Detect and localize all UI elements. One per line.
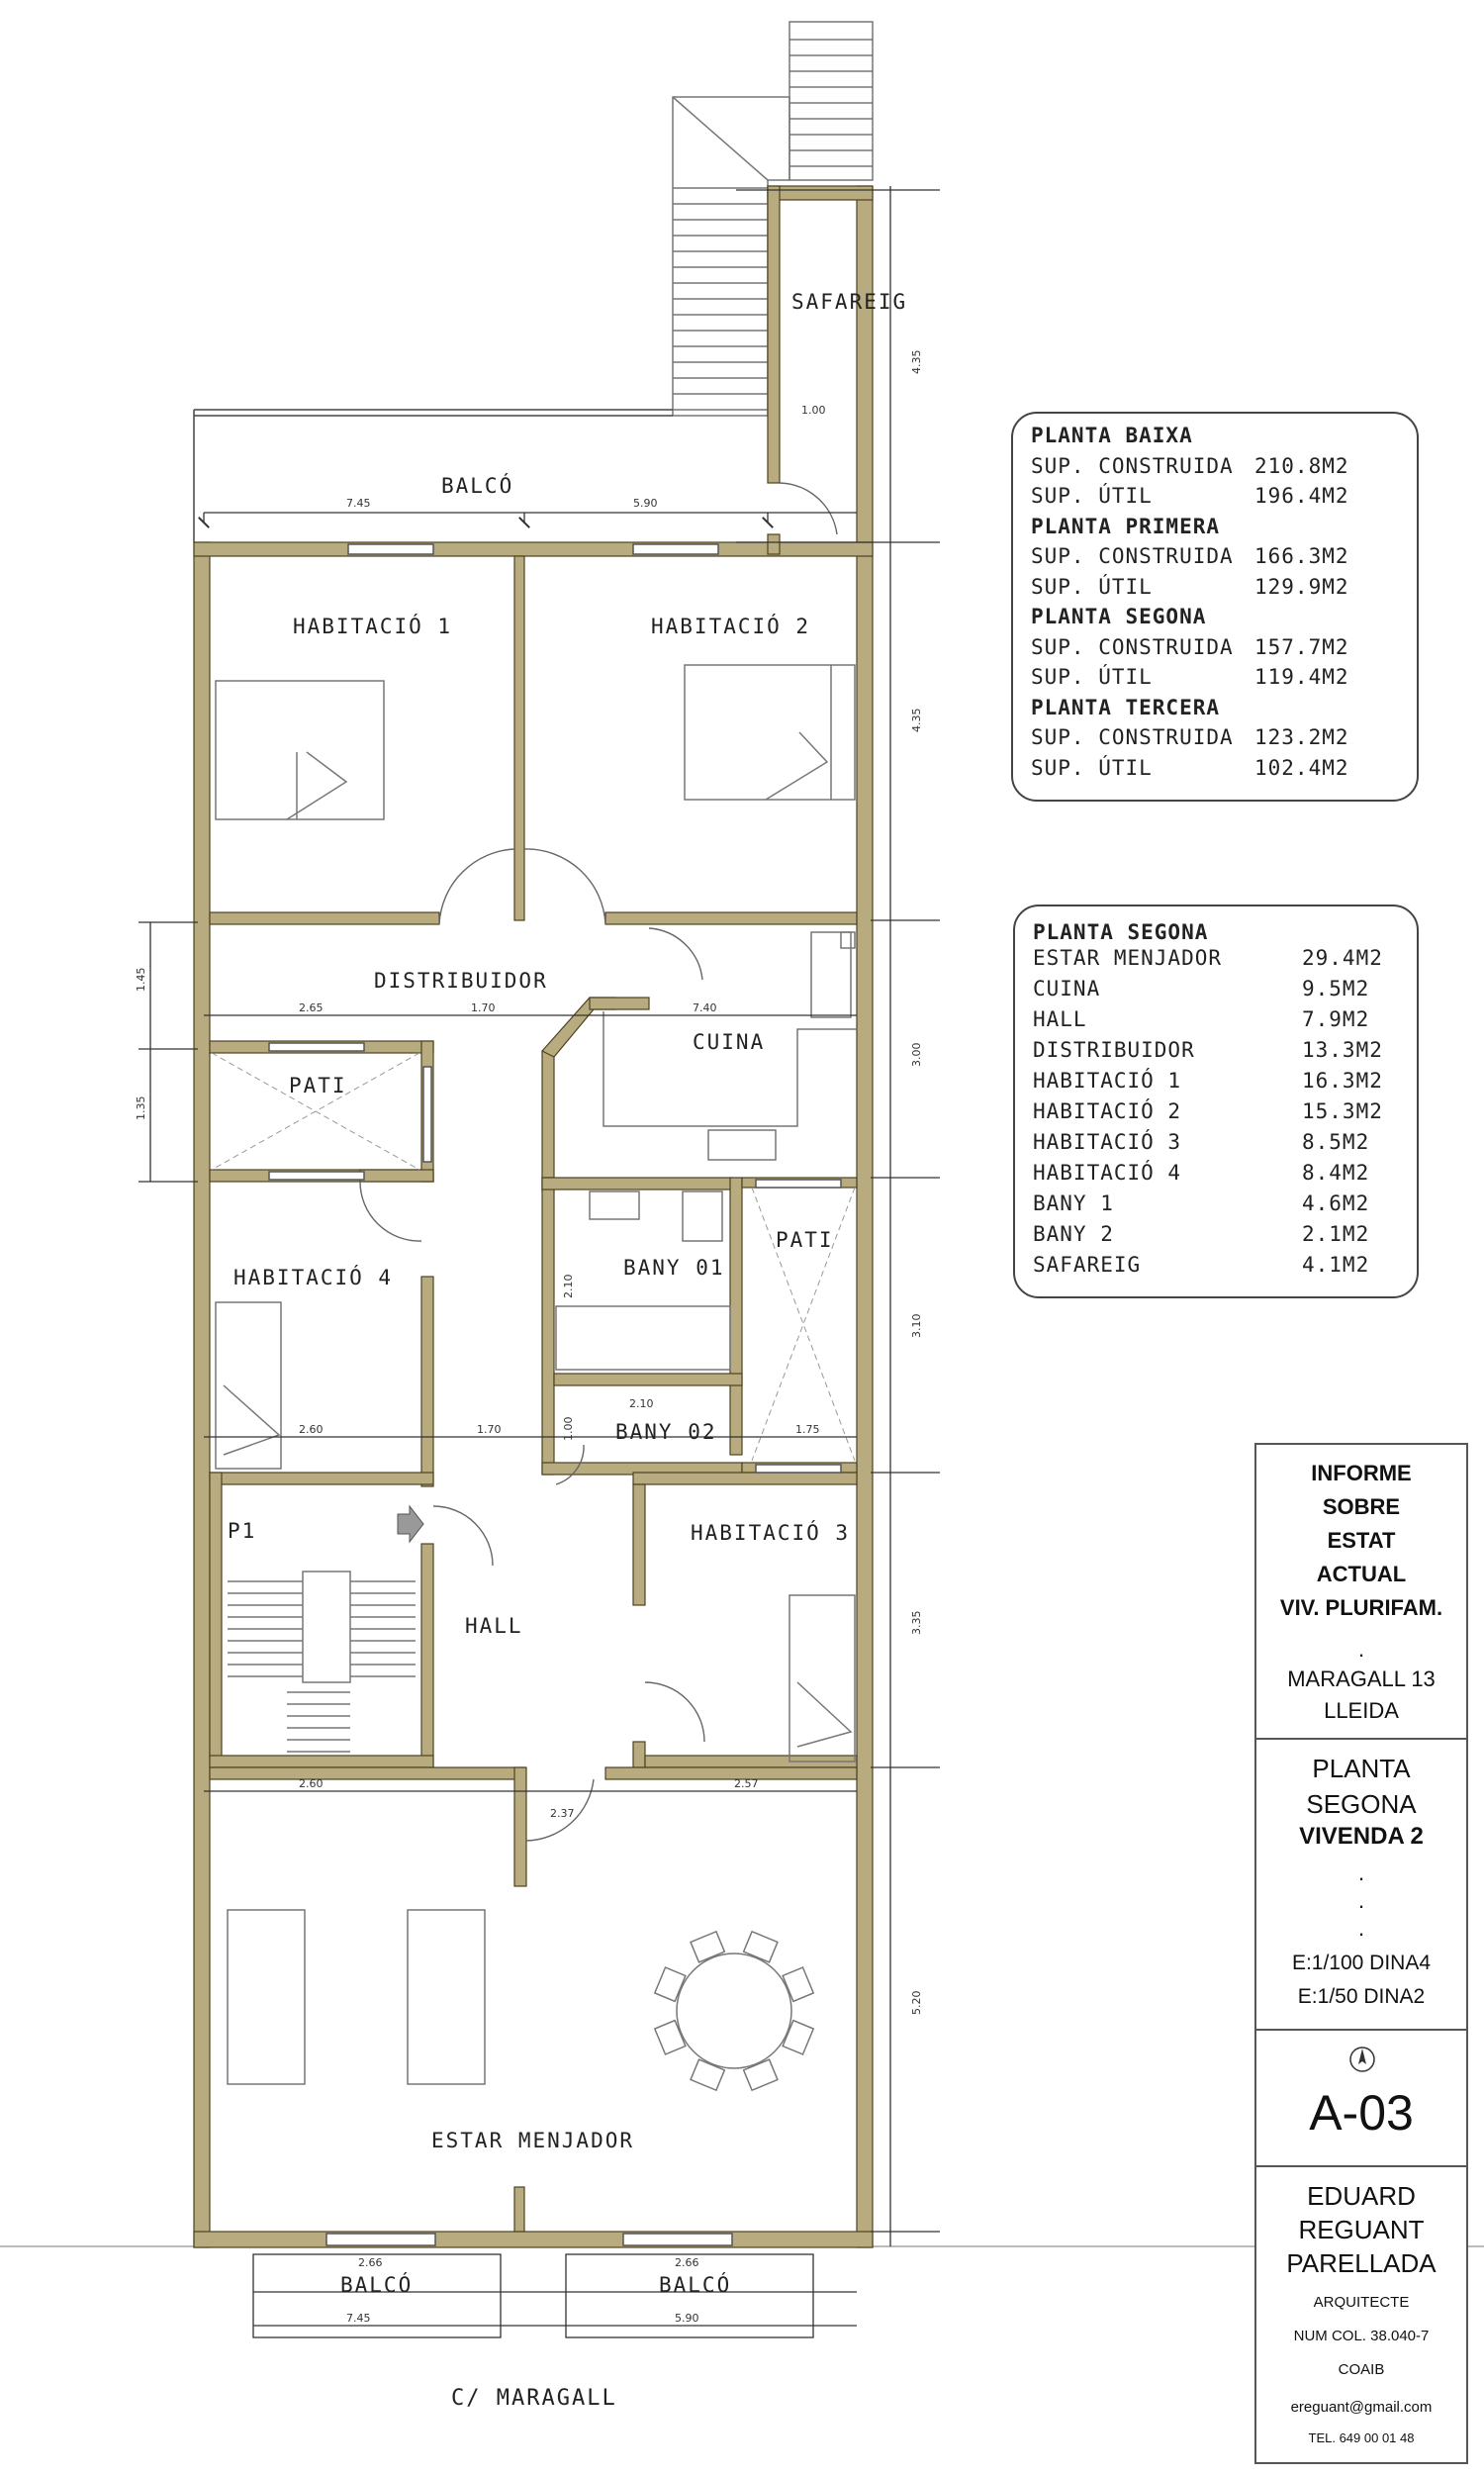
dim-label: 5.20 xyxy=(910,1990,923,2015)
room-area-label: HABITACIÓ 1 xyxy=(1033,1069,1182,1093)
scale-line: E:1/100 DINA4 xyxy=(1291,1952,1432,1974)
room-area-label: HALL xyxy=(1033,1007,1087,1031)
room-area-label: CUINA xyxy=(1033,977,1101,1000)
room-label-bany-02: BANY 02 xyxy=(615,1420,717,1444)
summary-row-label: PLANTA TERCERA xyxy=(1031,695,1221,719)
address-line: LLEIDA xyxy=(1324,1698,1399,1723)
room-area-value: 7.9M2 xyxy=(1302,1007,1370,1031)
room-label-safareig: SAFAREIG xyxy=(791,290,908,314)
dimension-lines xyxy=(139,186,940,2337)
dim-label: 2.60 xyxy=(299,1777,324,1790)
room-label-bany-01: BANY 01 xyxy=(623,1256,725,1280)
summary-row-label: SUP. CONSTRUIDA xyxy=(1031,725,1234,749)
room-label-pati-left: PATI xyxy=(289,1074,347,1097)
room-area-value: 4.1M2 xyxy=(1302,1253,1370,1277)
summary-row-value: 119.4M2 xyxy=(1254,665,1349,689)
room-area-value: 8.5M2 xyxy=(1302,1130,1370,1154)
room-label-habitacio-1: HABITACIÓ 1 xyxy=(293,615,453,638)
room-area-value: 4.6M2 xyxy=(1302,1191,1370,1215)
summary-row-value: 166.3M2 xyxy=(1254,544,1349,568)
pati-hatch xyxy=(212,1053,855,1461)
title-block xyxy=(1254,1443,1468,2464)
room-area-value: 13.3M2 xyxy=(1302,1038,1383,1062)
surface-summary-table xyxy=(1011,412,1419,802)
summary-row-value: 196.4M2 xyxy=(1254,484,1349,508)
title-block-sheet xyxy=(1256,2029,1466,2167)
dining-chair xyxy=(783,2021,813,2054)
furniture xyxy=(216,665,857,2084)
dim-label: 4.35 xyxy=(910,708,923,732)
dining-chair xyxy=(744,2059,778,2090)
room-label-habitacio-4: HABITACIÓ 4 xyxy=(233,1266,394,1289)
title-block-architect xyxy=(1256,2165,1466,2460)
architect-number: NUM COL. 38.040-7 xyxy=(1293,2328,1430,2344)
room-label-cuina: CUINA xyxy=(693,1030,766,1054)
summary-row-label: SUP. ÚTIL xyxy=(1031,484,1153,508)
title-block-plan xyxy=(1256,1738,1466,2031)
room-label-estar-menjador: ESTAR MENJADOR xyxy=(431,2129,635,2152)
sheet-number: A-03 xyxy=(1309,2085,1414,2141)
room-label-p1: P1 xyxy=(228,1519,257,1543)
dim-label: 2.37 xyxy=(550,1807,575,1820)
balcony-top xyxy=(194,410,673,542)
summary-row-value: 210.8M2 xyxy=(1254,453,1349,478)
dim-label: 1.75 xyxy=(795,1423,820,1436)
dining-chairs xyxy=(655,1932,813,2090)
room-label-habitacio-2: HABITACIÓ 2 xyxy=(651,615,811,638)
walls xyxy=(194,186,873,2247)
room-label-distribuidor: DISTRIBUIDOR xyxy=(374,969,548,993)
street-label: C/ MARAGALL xyxy=(451,2386,617,2411)
architect-name: EDUARD xyxy=(1307,2181,1416,2211)
summary-row-label: SUP. CONSTRUIDA xyxy=(1031,544,1234,568)
dim-label: 2.10 xyxy=(629,1397,654,1410)
dining-chair xyxy=(655,1967,686,2001)
summary-row-value: 129.9M2 xyxy=(1254,574,1349,599)
dim-label: 4.35 xyxy=(910,349,923,374)
address-line: MARAGALL 13 xyxy=(1287,1667,1436,1691)
architect-college: COAIB xyxy=(1338,2361,1385,2378)
dim-label: 7.45 xyxy=(346,497,371,510)
room-area-label: BANY 1 xyxy=(1033,1191,1114,1215)
summary-row-label: PLANTA PRIMERA xyxy=(1031,514,1221,538)
dim-label: 7.45 xyxy=(346,2312,371,2325)
dim-label: 2.60 xyxy=(299,1423,324,1436)
dining-chair xyxy=(655,2021,686,2054)
scale-line: E:1/50 DINA2 xyxy=(1297,1985,1426,2008)
dim-label: 1.70 xyxy=(471,1001,496,1014)
room-label-pati-right: PATI xyxy=(776,1228,834,1252)
dim-label: 3.10 xyxy=(910,1313,923,1338)
dim-label: 2.65 xyxy=(299,1001,324,1014)
room-area-label: ESTAR MENJADOR xyxy=(1033,946,1223,970)
room-areas-table xyxy=(1013,905,1419,1298)
room-area-label: DISTRIBUIDOR xyxy=(1033,1038,1195,1062)
architect-name: PARELLADA xyxy=(1286,2248,1437,2278)
summary-row-label: SUP. ÚTIL xyxy=(1031,665,1153,689)
room-area-label: HABITACIÓ 2 xyxy=(1033,1099,1182,1123)
dim-label: 1.45 xyxy=(135,967,147,992)
summary-row-value: 123.2M2 xyxy=(1254,725,1349,749)
report-line: ACTUAL xyxy=(1316,1562,1407,1586)
summary-row-label: PLANTA BAIXA xyxy=(1031,424,1193,447)
dim-label: 1.00 xyxy=(801,404,826,417)
summary-row-label: SUP. ÚTIL xyxy=(1031,574,1153,599)
room-label-balco-right: BALCÓ xyxy=(659,2273,732,2297)
report-line: ESTAT xyxy=(1327,1528,1396,1553)
report-line: INFORME xyxy=(1311,1461,1412,1485)
separator-dot: . xyxy=(1357,1916,1365,1941)
summary-row-label: SUP. CONSTRUIDA xyxy=(1031,453,1234,478)
room-area-value: 8.4M2 xyxy=(1302,1161,1370,1185)
unit-label: VIVENDA 2 xyxy=(1299,1823,1424,1850)
room-area-value: 16.3M2 xyxy=(1302,1069,1383,1093)
architect-email: ereguant@gmail.com xyxy=(1290,2399,1433,2416)
interior-stairs xyxy=(228,1572,416,1752)
report-line: SOBRE xyxy=(1322,1494,1401,1519)
separator-dot: . xyxy=(1357,1888,1365,1913)
title-block-report xyxy=(1256,1445,1466,1740)
dining-chair xyxy=(744,1932,778,1962)
summary-row-label: PLANTA SEGONA xyxy=(1031,605,1207,628)
dim-label: 1.35 xyxy=(135,1096,147,1120)
dining-chair xyxy=(691,1932,724,1962)
room-areas-title: PLANTA SEGONA xyxy=(1033,920,1209,944)
dim-label: 2.57 xyxy=(734,1777,759,1790)
dining-chair xyxy=(691,2059,724,2090)
room-label-balco-top: BALCÓ xyxy=(441,474,514,498)
plan-line: SEGONA xyxy=(1306,1789,1417,1819)
report-line: VIV. PLURIFAM. xyxy=(1279,1595,1443,1620)
room-label-balco-left: BALCÓ xyxy=(340,2273,414,2297)
room-labels xyxy=(228,290,907,2411)
room-area-value: 29.4M2 xyxy=(1302,946,1383,970)
dim-label: 2.66 xyxy=(358,2256,383,2269)
north-arrow-icon xyxy=(1347,2045,1377,2074)
summary-row-value: 102.4M2 xyxy=(1254,755,1349,780)
room-area-value: 15.3M2 xyxy=(1302,1099,1383,1123)
separator-dot: . xyxy=(1357,1860,1365,1885)
room-label-hall: HALL xyxy=(465,1614,523,1638)
dim-label: 3.00 xyxy=(910,1042,923,1067)
dim-label: 2.10 xyxy=(562,1274,575,1298)
summary-row-label: SUP. CONSTRUIDA xyxy=(1031,634,1234,659)
entry-arrow xyxy=(398,1506,423,1542)
room-area-label: SAFAREIG xyxy=(1033,1253,1142,1277)
room-area-label: HABITACIÓ 3 xyxy=(1033,1130,1182,1154)
architect-role: ARQUITECTE xyxy=(1313,2294,1410,2311)
summary-row-value: 157.7M2 xyxy=(1254,634,1349,659)
room-area-label: BANY 2 xyxy=(1033,1222,1114,1246)
room-area-value: 9.5M2 xyxy=(1302,977,1370,1000)
dim-label: 7.40 xyxy=(693,1001,717,1014)
summary-row-label: SUP. ÚTIL xyxy=(1031,755,1153,780)
room-area-value: 2.1M2 xyxy=(1302,1222,1370,1246)
dining-chair xyxy=(783,1967,813,2001)
room-label-habitacio-3: HABITACIÓ 3 xyxy=(691,1521,851,1545)
dim-label: 2.66 xyxy=(675,2256,699,2269)
dim-label: 5.90 xyxy=(633,497,658,510)
room-area-label: HABITACIÓ 4 xyxy=(1033,1161,1182,1185)
plan-line: PLANTA xyxy=(1312,1754,1411,1783)
dim-label: 1.00 xyxy=(562,1416,575,1441)
dim-label: 1.70 xyxy=(477,1423,502,1436)
dim-label: 3.35 xyxy=(910,1610,923,1635)
architect-phone: TEL. 649 00 01 48 xyxy=(1308,2430,1415,2445)
separator-dot: . xyxy=(1357,1637,1365,1662)
dim-label: 5.90 xyxy=(675,2312,699,2325)
architect-name: REGUANT xyxy=(1298,2215,1425,2244)
